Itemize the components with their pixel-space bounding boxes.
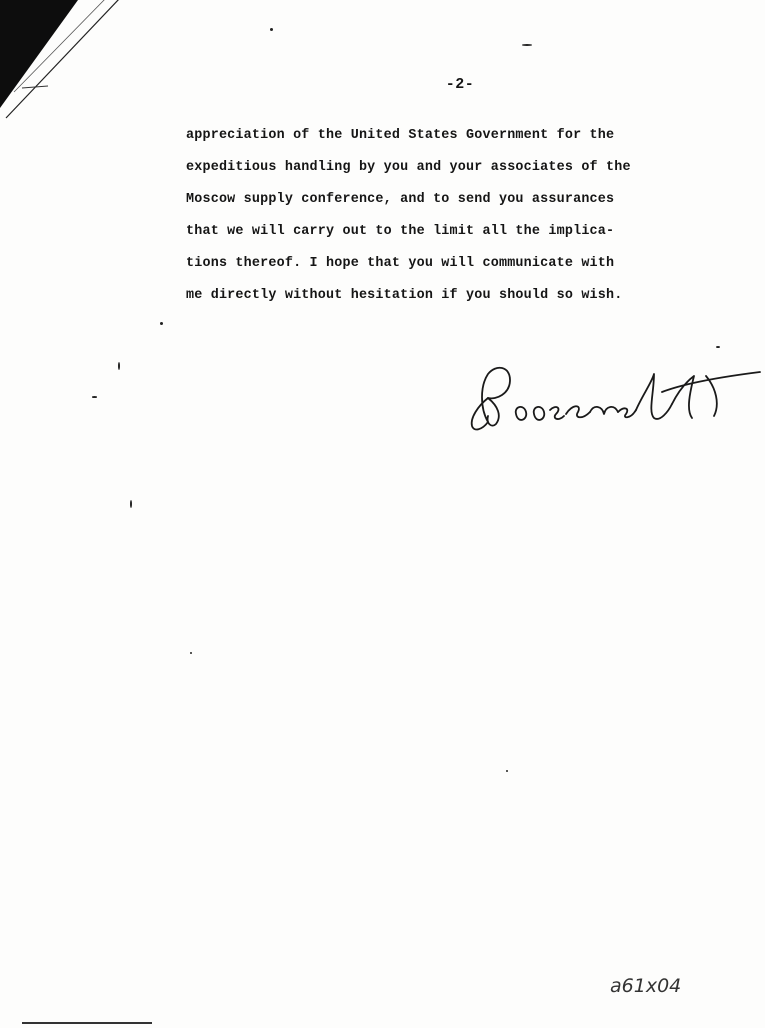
body-line: that we will carry out to the limit all the implica- xyxy=(186,224,615,239)
archive-number-handwritten xyxy=(608,968,718,1000)
corner-fold-mark xyxy=(0,0,160,130)
body-line: Moscow supply conference, and to send you assurances xyxy=(186,192,615,207)
paper-speck xyxy=(118,362,120,370)
paper-speck xyxy=(716,346,720,348)
paper-speck xyxy=(270,28,273,31)
signature-roosevelt xyxy=(458,352,765,442)
body-line: appreciation of the United States Government for the xyxy=(186,128,615,143)
body-line: tions thereof. I hope that you will communicate with xyxy=(186,256,615,271)
paper-speck xyxy=(190,652,192,654)
letter-body xyxy=(186,120,726,312)
paper-speck xyxy=(160,322,163,325)
paper-speck xyxy=(506,770,508,772)
body-line: expeditious handling by you and your associates of the xyxy=(186,160,631,175)
bottom-rule xyxy=(22,1022,152,1024)
body-line: me directly without hesitation if you should so wish. xyxy=(186,288,623,303)
page-number: -2- xyxy=(445,76,475,93)
paper-speck xyxy=(92,396,97,398)
paper-speck xyxy=(130,500,132,508)
archive-number: a61x04 xyxy=(610,975,682,997)
paper-speck xyxy=(522,44,532,46)
